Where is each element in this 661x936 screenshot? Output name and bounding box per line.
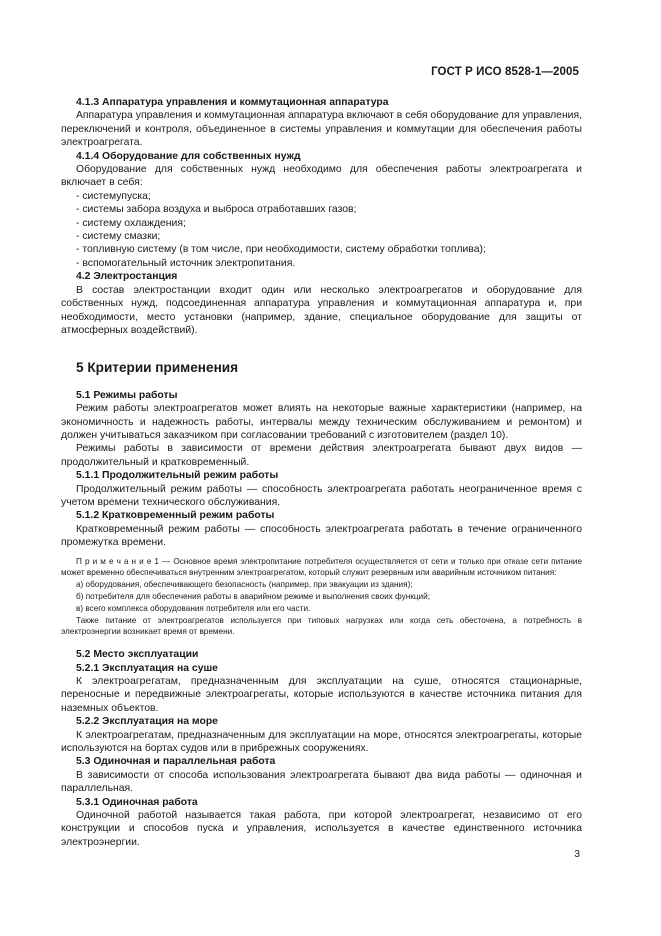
list-item: - вспомогательный источник электропитания. bbox=[76, 257, 296, 269]
section-5-heading: 5 Критерии применения bbox=[76, 360, 239, 376]
note-item: б) потребителя для обеспечения работы в аварийном режиме и выполнения своих функций; bbox=[76, 591, 430, 601]
note-item: в) всего комплекса оборудования потребителя или его части. bbox=[76, 603, 311, 613]
section-5-2-1-text: К электроагрегатам, предназначенным для эксплуатации на суше, относятся стационарные, переносные и передвижные электроагрегаты, которые используются в качестве источника питания для наземных объектов. bbox=[61, 675, 582, 714]
section-4-1-4-intro: Оборудование для собственных нужд необходимо для обеспечения работы электроагрегата и включает в себя: bbox=[61, 164, 582, 189]
section-4-1-4-heading: 4.1.4 Оборудование для собственных нужд bbox=[76, 150, 301, 162]
section-5-2-2-text: К электроагрегатам, предназначенным для эксплуатации на море, относятся электроагрегаты, которые используются на бортах судов или в прибрежных сооружениях. bbox=[61, 729, 582, 755]
section-5-1-1-text: Продолжительный режим работы — способность электроагрегата работать неограниченное время с учетом времени технического обслуживания. bbox=[61, 483, 582, 508]
standard-designation: ГОСТ Р ИСО 8528-1—2005 bbox=[431, 66, 579, 78]
list-item: - топливную систему (в том числе, при необходимости, систему обработки топлива); bbox=[76, 244, 486, 256]
section-5-1-2-heading: 5.1.2 Кратковременный режим работы bbox=[76, 510, 275, 522]
list-item: - системы забора воздуха и выброса отработавших газов; bbox=[76, 204, 357, 216]
note-tail: Также питание от электроагрегатов используется при типовых нагрузках или когда сеть обесточена, а потребность в электроэнергии возникает время от времени. bbox=[61, 615, 582, 637]
section-4-2-heading: 4.2 Электростанция bbox=[76, 271, 178, 283]
section-5-1-2-text: Кратковременный режим работы — способность электроагрегата работать в течение ограниченного промежутка времени. bbox=[61, 523, 582, 549]
page-number: 3 bbox=[574, 849, 580, 860]
page-content bbox=[61, 96, 582, 849]
list-item: - системупуска; bbox=[76, 190, 151, 202]
section-4-1-3-text: Аппаратура управления и коммутационная аппаратура включают в себя оборудование для управления, переключений и контроля, объединенное в системы управления и коммутации для обеспечения работы электроагрегата. bbox=[61, 110, 582, 149]
note-lead: П р и м е ч а н и е 1 — Основное время электропитание потребителя осуществляется от сети и только при отказе сети питание может временно обеспечиваться внутренним электроагрегатом, который служит резервным или аварийным источником питания: bbox=[61, 556, 582, 578]
section-5-3-1-text: Одиночной работой называется такая работа, при которой электроагрегат, независимо от его конструкции и способов пуска и управления, используется в качестве единственного источника электроэнергии. bbox=[61, 810, 582, 848]
note-item: а) оборудования, обеспечивающего безопасность (например, при эвакуации из здания); bbox=[76, 580, 413, 590]
section-5-3-text: В зависимости от способа использования электроагрегата бывают два вида работы — одиночная и параллельная. bbox=[61, 769, 582, 795]
section-5-1-heading: 5.1 Режимы работы bbox=[76, 389, 178, 401]
section-5-1-text-2: Режимы работы в зависимости от времени действия электроагрегата бывают двух видов — продолжительный и кратковременный. bbox=[61, 443, 582, 468]
section-5-2-heading: 5.2 Место эксплуатации bbox=[76, 649, 199, 661]
list-item: - систему смазки; bbox=[76, 231, 161, 243]
section-5-1-1-heading: 5.1.1 Продолжительный режим работы bbox=[76, 470, 279, 482]
section-5-2-1-heading: 5.2.1 Эксплуатация на суше bbox=[76, 662, 218, 674]
section-5-1-text-1: Режим работы электроагрегатов может влиять на некоторые важные характеристики (например, на экономичность и надежность работы, интервалы между техническим обслуживанием и ремонтом) и должен учитываться заказчиком при согласовании требований с изготовителем (раздел 10). bbox=[61, 403, 582, 441]
list-item: - систему охлаждения; bbox=[76, 217, 186, 229]
section-4-2-text: В состав электростанции входит один или несколько электроагрегатов и оборудование для собственных нужд, подсоединенная аппаратура управления и коммутационная аппаратура и, при необходимости, место установки (например, здание, специальное оборудование для защиты от атмосферных воздействий). bbox=[61, 284, 582, 336]
note-block bbox=[61, 556, 582, 639]
section-5-3-heading: 5.3 Одиночная и параллельная работа bbox=[76, 756, 276, 768]
section-4-1-3-heading: 4.1.3 Аппаратура управления и коммутационная аппаратура bbox=[76, 97, 389, 108]
section-5-3-1-heading: 5.3.1 Одиночная работа bbox=[76, 796, 198, 808]
section-5-2-2-heading: 5.2.2 Эксплуатация на море bbox=[76, 716, 218, 728]
